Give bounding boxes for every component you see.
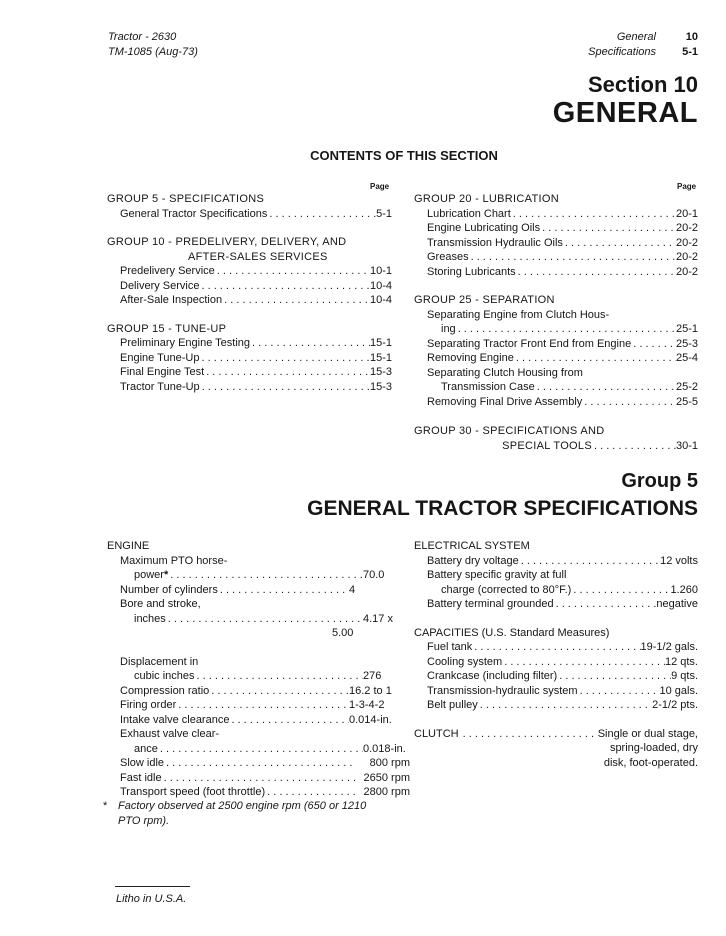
spec-label: Exhaust valve clear- [120,728,220,740]
toc-entry[interactable]: General Tractor Specifications . . . 5-1 [107,207,392,222]
spec-label: Bore and stroke, [120,598,201,610]
toc-group-heading: GROUP 5 - SPECIFICATIONS [107,193,265,205]
page-column-label-left: Page [370,182,390,191]
header-section-label: General [616,31,656,43]
spec-label: Battery specific gravity at full [427,569,567,581]
toc-right-column [414,192,698,453]
contents-heading: CONTENTS OF THIS SECTION [310,148,498,163]
toc-group-heading-continued: AFTER-SALES SERVICES [188,250,328,263]
toc-group-heading: GROUP 30 - SPECIFICATIONS AND [414,425,605,437]
spec-heading: CLUTCH [414,727,459,740]
spec-row: Crankcase (including filter) . . . 9 qts. [414,669,698,684]
toc-group-heading: GROUP 25 - SEPARATION [414,294,555,306]
spec-row: Transport speed (foot throttle) . . . 2800 rpm [107,785,410,800]
spec-row: Transmission-hydraulic system . . . 10 gals. [414,684,698,699]
spec-row: Firing order . . . 1-3-4-2 [107,698,375,713]
toc-entry[interactable]: Final Engine Test . . . 15-3 [107,365,392,380]
spec-heading: CAPACITIES (U.S. Standard Measures) [414,626,610,639]
spec-row: Fast idle . . . 2650 rpm [107,771,410,786]
toc-entry[interactable]: Delivery Service . . . 10-4 [107,279,392,294]
toc-entry[interactable]: Transmission Case . . . 25-2 [414,380,698,395]
toc-entry[interactable]: After-Sale Inspection . . . 10-4 [107,293,392,308]
toc-entry[interactable]: Engine Tune-Up . . . 15-1 [107,351,392,366]
header-manual-number: TM-1085 (Aug-73) [108,46,198,58]
footnote [103,799,403,829]
electrical-capacities-clutch-specs [414,539,698,770]
running-header-right [588,30,698,60]
header-group-label: Specifications [588,46,656,58]
header-model: Tractor - 2630 [108,31,177,43]
spec-value: spring-loaded, dry [609,742,698,754]
spec-row: Belt pulley . . . 2-1/2 pts. [414,698,698,713]
toc-entry-line[interactable]: Separating Engine from Clutch Hous- [427,308,610,321]
toc-entry[interactable]: Tractor Tune-Up . . . 15-3 [107,380,392,395]
toc-entry[interactable]: Removing Final Drive Assembly . . . 25-5 [414,395,698,410]
clutch-spec-row: CLUTCH . . . Single or dual stage, [414,727,698,742]
spec-value: 5.00 [332,627,354,639]
toc-group-heading: GROUP 10 - PREDELIVERY, DELIVERY, AND [107,236,347,248]
spec-row: Battery terminal grounded . . . negative [414,597,698,612]
spec-row: Compression ratio . . . 16.2 to 1 [107,684,375,699]
spec-row: Number of cylinders . . . 4 [107,583,375,598]
group-number: Group 5 [621,470,698,492]
footnote-text-continued: PTO rpm). [118,815,170,827]
section-number: Section 10 [587,72,698,97]
spec-label: Displacement in [120,655,199,668]
printing-credit: Litho in U.S.A. [116,893,187,905]
spec-row: Slow idle . . . 800 rpm [107,756,410,771]
header-page-number: 5-1 [682,46,698,58]
toc-left-column [107,192,392,394]
footer-rule [115,886,190,887]
spec-value: disk, foot-operated. [603,756,698,769]
spec-heading: ELECTRICAL SYSTEM [414,540,530,552]
engine-specs [107,539,410,800]
spec-row: inches . . . 4.17 x [107,612,389,627]
section-title: GENERAL [552,97,698,129]
spec-heading: ENGINE [107,540,150,552]
toc-group-heading: GROUP 20 - LUBRICATION [414,193,559,205]
spec-label: Maximum PTO horse- [120,554,228,567]
toc-group-heading: GROUP 15 - TUNE-UP [107,322,227,335]
spec-row: ance . . . 0.018-in. [107,742,389,757]
spec-row: power* . . . 70.0 [107,568,389,583]
group-title: GENERAL TRACTOR SPECIFICATIONS [307,497,698,520]
toc-entry[interactable]: Storing Lubricants . . . 20-2 [414,265,698,280]
toc-entry[interactable]: ing . . . 25-1 [414,322,698,337]
toc-entry[interactable]: Transmission Hydraulic Oils . . . 20-2 [414,236,698,251]
toc-entry-line[interactable]: Separating Clutch Housing from [427,366,583,379]
spec-row: Fuel tank . . . 19-1/2 gals. [414,640,698,655]
spec-row: Cooling system . . . 12 qts. [414,655,698,670]
toc-entry[interactable]: Engine Lubricating Oils . . . 20-2 [414,221,698,236]
footnote-text: Factory observed at 2500 engine rpm (650 or 1210 [118,800,367,812]
toc-entry[interactable]: SPECIAL TOOLS . . . 30-1 [414,439,698,454]
toc-entry[interactable]: Preliminary Engine Testing . . . 15-1 [107,336,392,351]
page-column-label-right: Page [677,182,697,191]
toc-entry[interactable]: Removing Engine . . . 25-4 [414,351,698,366]
spec-row: Battery dry voltage . . . 12 volts [414,554,698,569]
running-header-left [108,30,198,60]
header-section-number: 10 [685,31,698,43]
toc-entry[interactable]: Predelivery Service . . . 10-1 [107,264,392,279]
toc-entry[interactable]: Greases . . . 20-2 [414,250,698,265]
footnote-star: * [103,800,108,812]
footnote-marker: * [163,569,169,581]
spec-row: Intake valve clearance . . . 0.014-in. [107,713,375,728]
spec-row: cubic inches . . . 276 [107,669,389,684]
toc-entry[interactable]: Separating Tractor Front End from Engine . . . 25-3 [414,337,698,352]
toc-entry[interactable]: Lubrication Chart . . . 20-1 [414,207,698,222]
spec-row: charge (corrected to 80°F.) . . . 1.260 [414,583,698,598]
